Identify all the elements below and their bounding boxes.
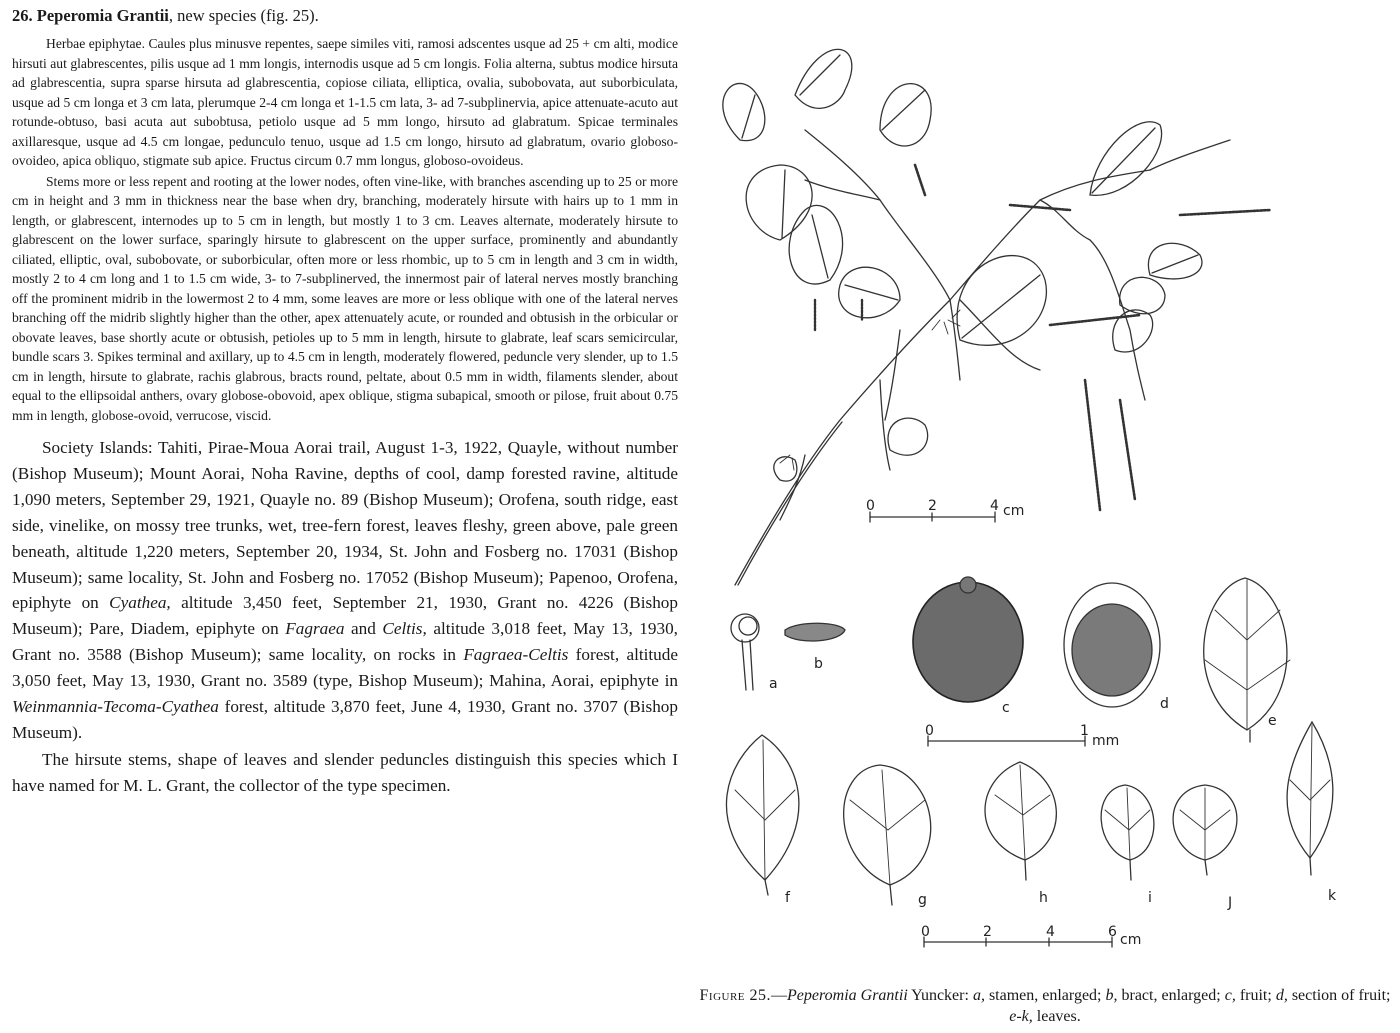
- specimens-run-9: Weinmannia-Tecoma-Cyathea: [12, 697, 219, 717]
- species-note: , new species (fig. 25).: [168, 6, 319, 25]
- specimens-run-6: altitude 3,018 feet, May 13, 1930, Grant no. 3588 (Bishop Museum); same locality, on rocks in: [12, 619, 678, 665]
- figure-part-labels: [769, 656, 1337, 911]
- label-d: d: [1160, 696, 1169, 712]
- figure-caption: [697, 985, 1393, 1027]
- scale-leaves-tick-6: 6: [1108, 924, 1117, 940]
- figure-caption-label: Figure 25.: [699, 987, 772, 1004]
- caption-run-10: section of fruit;: [1287, 987, 1391, 1004]
- scale-fruit-tick-0: 0: [925, 723, 934, 739]
- label-h: h: [1039, 890, 1048, 906]
- specimens-run-0: Society Islands: Tahiti, Pirae-Moua Aorai trail, August 1-3, 1922, Quayle, without number (Bishop Museum); Mount Aorai, Noha Ravine, depths of cool, damp forested ravine, altitude 1,090 meters, September 29, 1921, Quayle no. 89 (Bishop Museum); Orofena, south ridge, east side, vinelike, on mossy tree trunks, wet, tree-fern forest, leaves fleshy, green above, pale green beneath, altitude 1,220 meters, September 20, 1934, St. John and Fosberg no. 17031 (Bishop Museum); same locality, St. John and Fosberg no. 17052 (Bishop Museum); Papenoo, Orofena, epiphyte on: [12, 438, 678, 613]
- label-k: k: [1328, 888, 1337, 904]
- scale-leaves-tick-0: 0: [921, 924, 930, 940]
- caption-run-11: e-k,: [1009, 1008, 1033, 1025]
- specimens-run-10: forest, altitude 3,870 feet, June 4, 1930, Grant no. 3707 (Bishop Museum).: [12, 697, 678, 742]
- caption-run-0: —: [771, 987, 788, 1004]
- caption-run-8: fruit;: [1235, 987, 1276, 1004]
- figure-a-stamen: [731, 614, 759, 690]
- scale-leaves-tick-4: 4: [1046, 924, 1055, 940]
- label-b: b: [814, 656, 823, 672]
- label-f: f: [785, 890, 790, 906]
- label-i: i: [1148, 890, 1152, 906]
- label-g: g: [918, 892, 927, 908]
- specimens-cited: [12, 435, 678, 746]
- english-description: Stems more or less repent and rooting at the lower nodes, often vine-like, with branches ascending up to 25 or more cm in height and 3 mm in thickness near the base when dry, branching, moderately hirsute with hairs up to 1 mm in length, or glabrescent, internodes up to 5 cm in length, but mostly 1 to 3 cm. Leaves alternate, moderately hirsute to glabrescent on the lower surface, sparingly hirsute to glabrescent on the upper surface, prominently and abundantly ciliated, elliptic, oval, subobovate, or suborbicular, often more or less rhombic, up to 5 cm in length and 3 cm in width, mostly 2 to 4 cm long and 1 to 1.5 cm wide, 3- to 7-subplinerved, the innermost pair of lateral nerves mostly branching off the prominent midrib in the lowermost 2 to 4 mm, some leaves are more or less oblique with one of the lateral nerves branching off the midrib slightly higher than the other, apex attenuately acute, or rounded and obtusish in the orbicular or obovate leaves, base shortly acute or obtusish, petioles up to 5 mm in length, hirsute to glabrate, leaf scars semicircular, bundle scars 3. Spikes terminal and axillary, up to 4.5 cm in length, moderately flowered, peduncle very slender, up to 1.5 cm in length, hirsute to glabrate, rachis glabrous, bracts round, peltate, about 0.5 mm in width, filaments slender, about equal to the ellipsoidal anthers, ovary globose-obovoid, apex oblique, stigma subapical, smooth or pilose, fruit about 0.75 mm in length, globose-ovoid, verrucose, viscid.: [12, 173, 678, 423]
- specimens-run-5: Celtis,: [382, 619, 427, 639]
- specimens-run-7: Fagraea-Celtis: [463, 645, 569, 665]
- figure-25: [690, 0, 1400, 1033]
- specimens-run-3: Fagraea: [285, 619, 345, 639]
- scale-bar-leaves: [921, 924, 1141, 948]
- scale-upper-tick-2: 2: [928, 498, 937, 514]
- scale-bar-upper: [866, 498, 1024, 522]
- scale-leaves-tick-2: 2: [983, 924, 992, 940]
- scale-bar-fruit: [925, 723, 1119, 749]
- scale-upper-unit: cm: [1003, 503, 1025, 519]
- caption-run-6: bract, enlarged;: [1117, 987, 1225, 1004]
- scale-leaves-unit: cm: [1120, 932, 1142, 948]
- figure-caption-text: [771, 987, 1390, 1025]
- specimens-run-1: Cyathea,: [109, 593, 171, 613]
- species-number: 26.: [12, 6, 33, 25]
- specimens-run-2: altitude 3,450 feet, September 21, 1930, Grant no. 4226 (Bishop Museum); Pare, Diadem, epiphyte on: [12, 593, 678, 639]
- caption-run-1: Peperomia Grantii: [787, 987, 908, 1004]
- figure-b-bract: [785, 623, 845, 641]
- caption-run-2: Yuncker:: [907, 987, 973, 1004]
- species-heading: [12, 6, 678, 26]
- text-column: [12, 6, 678, 799]
- label-e: e: [1268, 713, 1277, 729]
- caption-run-12: leaves.: [1032, 1008, 1081, 1025]
- remarks: The hirsute stems, shape of leaves and slender peduncles distinguish this species which I have named for M. L. Grant, the collector of the type specimen.: [12, 749, 678, 795]
- caption-run-3: a,: [972, 987, 985, 1004]
- caption-run-5: b,: [1105, 987, 1118, 1004]
- specimens-run-4: and: [344, 619, 383, 639]
- scale-upper-tick-4: 4: [990, 498, 999, 514]
- figure-d-fruit-section: [1064, 583, 1160, 707]
- caption-run-9: d,: [1275, 987, 1288, 1004]
- scale-upper-tick-0: 0: [866, 498, 875, 514]
- species-name: Peperomia Grantii: [36, 6, 169, 25]
- caption-run-4: stamen, enlarged;: [984, 987, 1106, 1004]
- figure-c-fruit: [913, 577, 1023, 702]
- scale-fruit-unit: mm: [1092, 733, 1120, 749]
- specimens-run-8: forest, altitude 3,050 feet, May 13, 1930, Grant no. 3589 (type, Bishop Museum); Mahina, Aorai, epiphyte in: [12, 645, 678, 691]
- label-c: c: [1002, 700, 1010, 716]
- caption-run-7: c,: [1224, 987, 1236, 1004]
- label-j: J: [1228, 895, 1233, 911]
- scale-fruit-tick-1: 1: [1080, 723, 1089, 739]
- label-a: a: [769, 676, 778, 692]
- botanical-illustration: [690, 0, 1400, 985]
- latin-description: Herbae epiphytae. Caules plus minusve repentes, saepe similes viti, ramosi adscentes usque ad 25 + cm alti, modice hirsuti aut glabrescentes, pilis usque ad 1 mm longis, internodis usque ad 5 cm longis. Folia alterna, subtus modice hirsuta ad glabrescentia, supra sparse hirsuta ad glabrescentia, copiose ciliata, elliptica, ovalia, subobovata, aut suborbiculata, usque ad 5 cm longa et 3 cm lata, plerumque 2-4 cm longa et 1-1.5 cm lata, 3- ad 7-subplinervia, apice attenuate-acuto aut rotunde-obtuso, basi acuta aut subobtusa, petiolo usque ad 5 mm longo, hirsuto ad glabratum. Spicae terminales axillaresque, usque ad 4.5 cm longae, pedunculo tenuo, usque ad 1.5 cm longo, hirsuto ad glabratum, ovario globoso-ovoideo, apica obliquo, stigmate sub apice. Fructus circum 0.7 mm longus, globoso-ovoideus.: [12, 36, 678, 168]
